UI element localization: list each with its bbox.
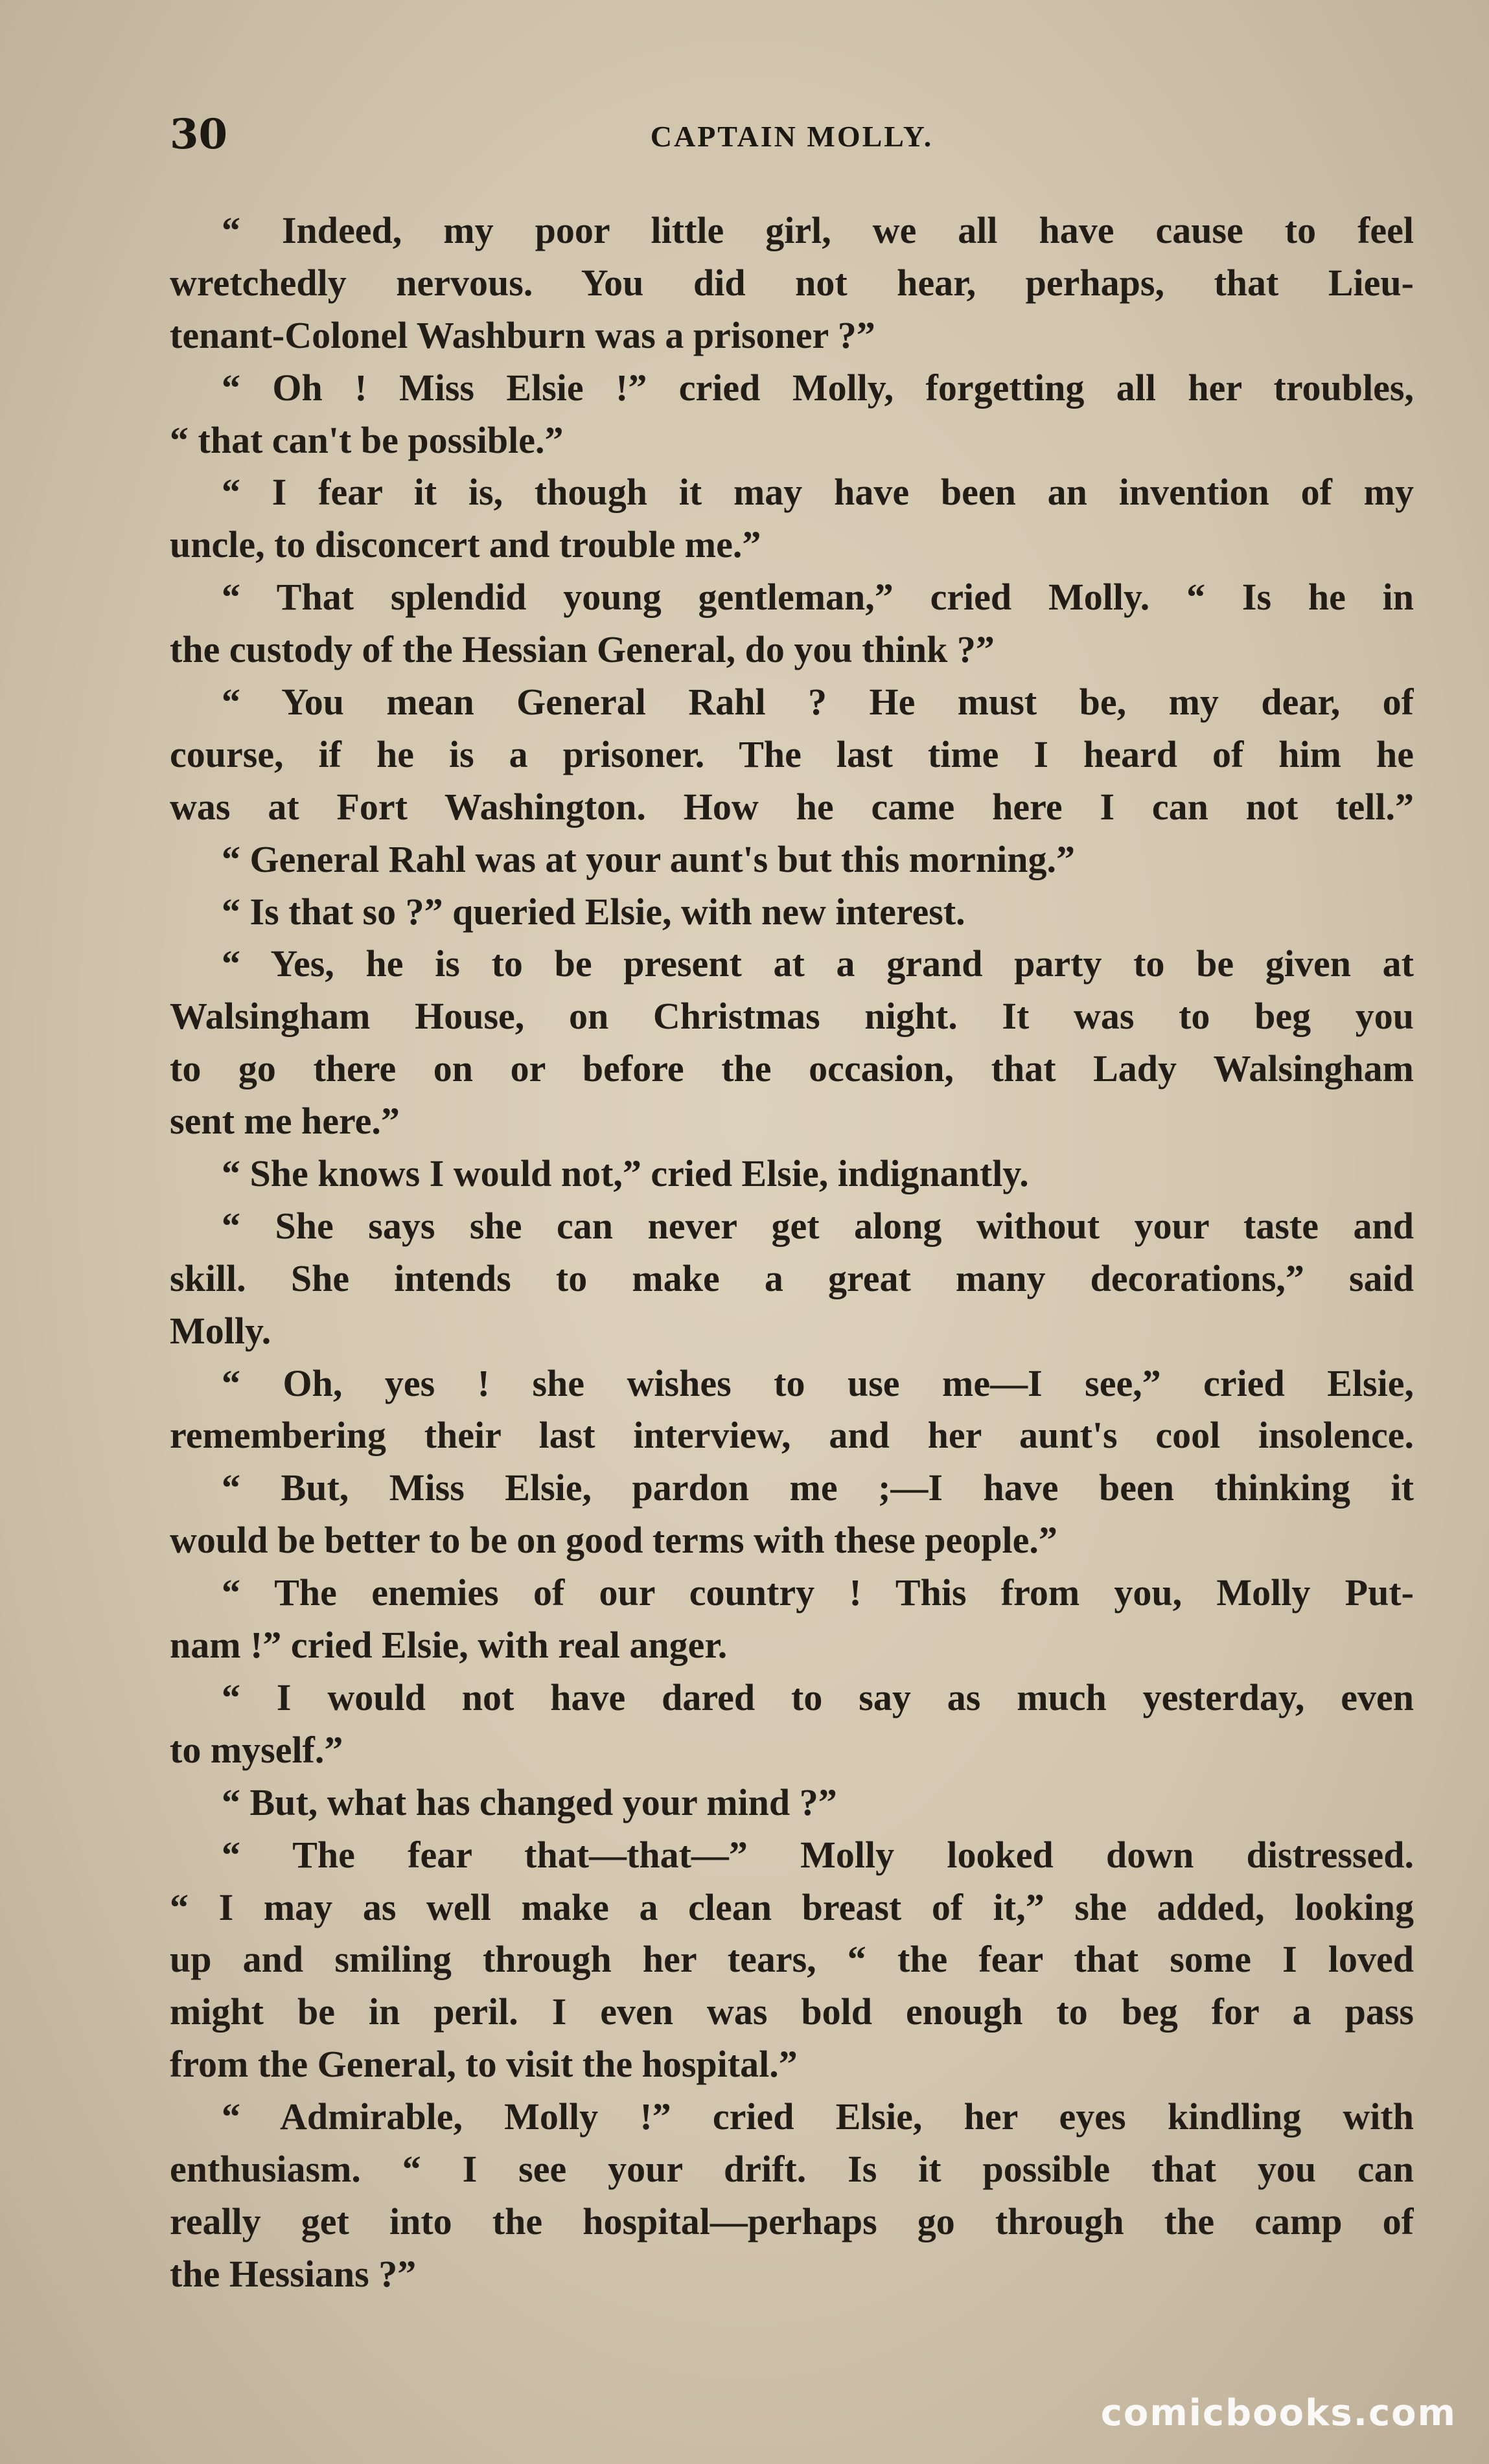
text-line: wretchedly nervous. You did not hear, perhaps, that Lieu- bbox=[170, 261, 1414, 304]
text-line: course, if he is a prisoner. The last time I heard of him he bbox=[170, 733, 1414, 775]
text-line: would be better to be on good terms with these people.” bbox=[170, 1519, 1057, 1562]
text-line: “ But, Miss Elsie, pardon me ;—I have been thinking it bbox=[222, 1466, 1414, 1509]
page-header bbox=[170, 110, 1414, 168]
text-line: “ Is that so ?” queried Elsie, with new interest. bbox=[222, 890, 965, 933]
text-line: “ I fear it is, though it may have been an invention of my bbox=[222, 471, 1414, 514]
text-line: “ I may as well make a clean breast of it,” she added, looking bbox=[170, 1886, 1414, 1928]
text-line: “ The enemies of our country ! This from you, Molly Put- bbox=[222, 1571, 1414, 1614]
text-line: was at Fort Washington. How he came here I can not tell.” bbox=[170, 785, 1414, 828]
text-line: from the General, to visit the hospital.” bbox=[170, 2043, 798, 2086]
text-line: uncle, to disconcert and trouble me.” bbox=[170, 523, 761, 566]
text-line: “ The fear that—that—” Molly looked down distressed. bbox=[222, 1833, 1414, 1876]
text-line: tenant-Colonel Washburn was a prisoner ?” bbox=[170, 314, 875, 356]
text-line: “ I would not have dared to say as much yesterday, even bbox=[222, 1676, 1414, 1718]
text-line: “ Yes, he is to be present at a grand party to be given at bbox=[222, 942, 1414, 985]
text-line: “ Oh, yes ! she wishes to use me—I see,” cried Elsie, bbox=[222, 1362, 1414, 1404]
text-line: up and smiling through her tears, “ the fear that some I loved bbox=[170, 1938, 1414, 1981]
text-line: “ She knows I would not,” cried Elsie, indignantly. bbox=[222, 1152, 1029, 1195]
running-head: CAPTAIN MOLLY. bbox=[650, 120, 934, 153]
text-line: the Hessians ?” bbox=[170, 2252, 417, 2295]
text-line: remembering their last interview, and her aunt's cool insolence. bbox=[170, 1414, 1414, 1457]
text-line: to myself.” bbox=[170, 1728, 343, 1771]
text-line: Molly. bbox=[170, 1309, 271, 1352]
watermark: comicbooks.com bbox=[1100, 2392, 1457, 2434]
text-line: to go there on or before the occasion, that Lady Walsingham bbox=[170, 1047, 1414, 1090]
text-line: “ Admirable, Molly !” cried Elsie, her eyes kindling with bbox=[222, 2095, 1414, 2138]
text-line: “ Oh ! Miss Elsie !” cried Molly, forgetting all her troubles, bbox=[222, 366, 1414, 409]
text-line: skill. She intends to make a great many decorations,” said bbox=[170, 1257, 1414, 1299]
text-line: “ That splendid young gentleman,” cried Molly. “ Is he in bbox=[222, 576, 1414, 619]
text-line: the custody of the Hessian General, do you think ?” bbox=[170, 628, 995, 671]
text-line: sent me here.” bbox=[170, 1100, 400, 1143]
text-line: “ that can't be possible.” bbox=[170, 418, 564, 461]
text-line: “ But, what has changed your mind ?” bbox=[222, 1781, 837, 1823]
page-number: 30 bbox=[170, 110, 228, 159]
text-line: “ You mean General Rahl ? He must be, my dear, of bbox=[222, 681, 1414, 724]
text-line: “ General Rahl was at your aunt's but this morning.” bbox=[222, 838, 1075, 880]
text-line: Walsingham House, on Christmas night. It was to beg you bbox=[170, 995, 1414, 1038]
text-line: nam !” cried Elsie, with real anger. bbox=[170, 1624, 728, 1667]
body-text bbox=[170, 205, 1414, 2301]
text-line: really get into the hospital—perhaps go through the camp of bbox=[170, 2200, 1414, 2242]
text-line: “ Indeed, my poor little girl, we all have cause to feel bbox=[222, 209, 1414, 251]
text-line: “ She says she can never get along without your taste and bbox=[222, 1204, 1414, 1247]
text-line: might be in peril. I even was bold enough to beg for a pass bbox=[170, 1991, 1414, 2033]
text-line: enthusiasm. “ I see your drift. Is it possible that you can bbox=[170, 2147, 1414, 2190]
